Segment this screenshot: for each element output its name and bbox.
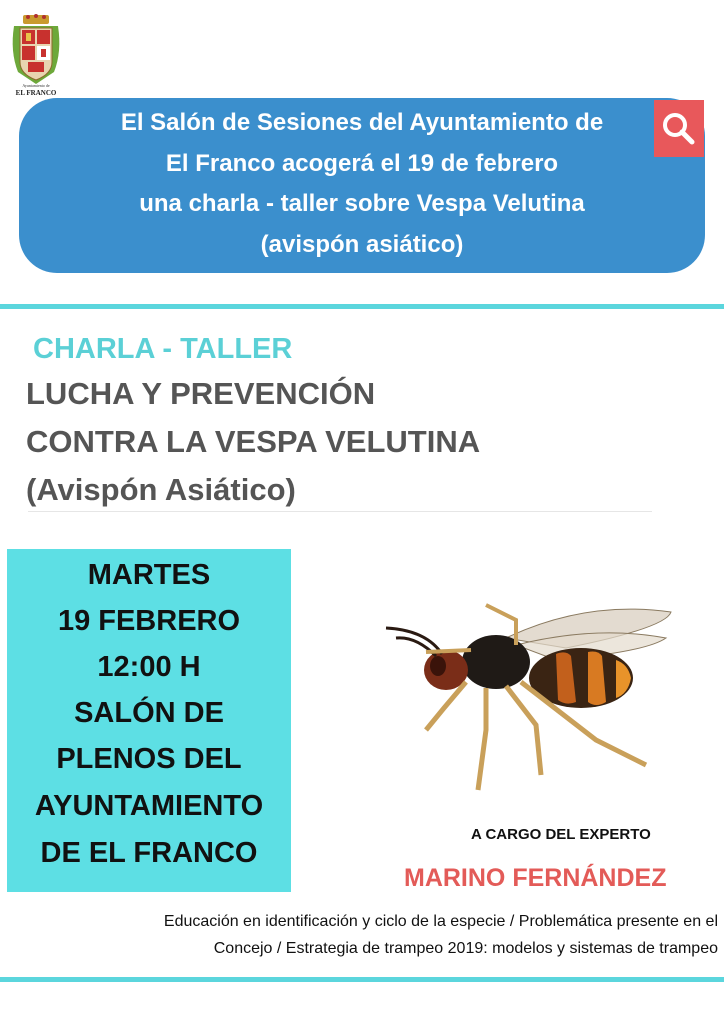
event-title-line: (Avispón Asiático)	[26, 472, 296, 507]
schedule-venue-line: AYUNTAMIENTO	[34, 790, 264, 822]
speaker-intro: A CARGO DEL EXPERTO	[471, 826, 651, 843]
speaker-name: MARINO FERNÁNDEZ	[404, 864, 667, 892]
headline-line: El Franco acogerá el 19 de febrero	[165, 150, 559, 177]
description-line: Educación en identificación y ciclo de la especie / Problemática presente en el	[163, 913, 718, 930]
search-icon	[659, 109, 699, 149]
section-divider	[0, 304, 724, 309]
event-title-line: CONTRA LA VESPA VELUTINA	[26, 424, 481, 459]
schedule-venue-line: DE EL FRANCO	[40, 837, 258, 869]
headline-line: El Salón de Sesiones del Ayuntamiento de	[120, 109, 604, 136]
search-button[interactable]	[654, 100, 704, 157]
schedule-date: 19 FEBRERO	[57, 605, 241, 637]
event-title-line: LUCHA Y PREVENCIÓN	[26, 376, 376, 411]
schedule-time: 12:00 H	[97, 651, 201, 683]
schedule-venue-line: SALÓN DE	[74, 697, 224, 729]
schedule-day: MARTES	[87, 559, 211, 591]
crest-caption-town: EL FRANCO	[15, 89, 57, 97]
description-line: Concejo / Estrategia de trampeo 2019: modelos y sistemas de trampeo	[213, 940, 718, 957]
footer-divider	[0, 977, 724, 982]
crest-caption-top: Ayuntamiento de	[22, 83, 50, 88]
headline-line: (avispón asiático)	[260, 231, 464, 258]
asian-hornet-photo	[366, 590, 696, 802]
schedule-venue-line: PLENOS DEL	[56, 743, 242, 775]
headline-line: una charla - taller sobre Vespa Velutina	[139, 190, 585, 217]
event-type-label: CHARLA - TALLER	[33, 333, 293, 365]
thin-divider	[28, 511, 652, 512]
